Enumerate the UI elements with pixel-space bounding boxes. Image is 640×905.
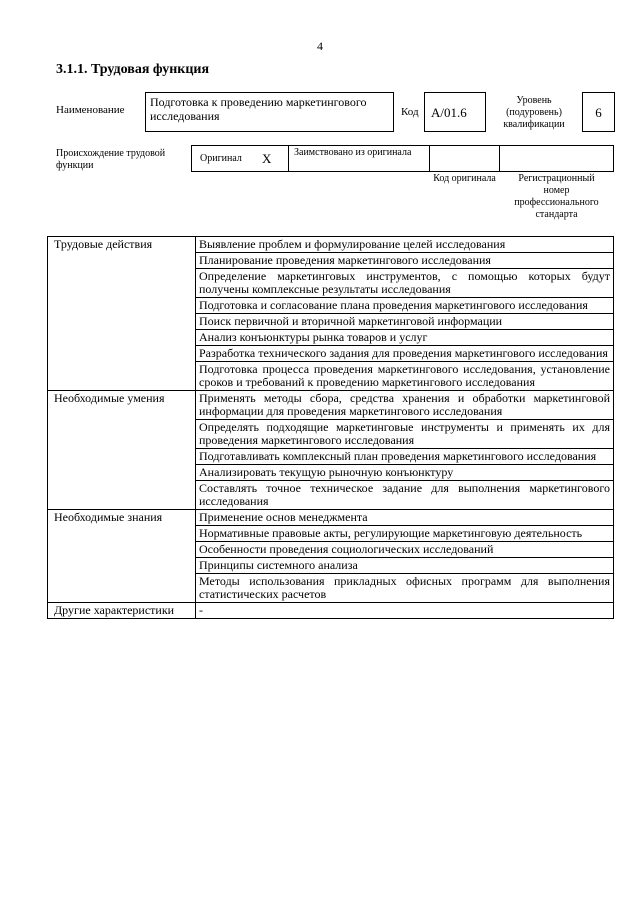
list-item: Подготовка и согласование плана проведения маркетингового исследования [196, 298, 614, 314]
list-item: Поиск первичной и вторичной маркетинговой информации [196, 314, 614, 330]
name-label: Наименование [56, 104, 125, 116]
table-row [48, 510, 614, 526]
page-number: 4 [317, 39, 323, 53]
list-item: Применять методы сбора, средства хранения и обработки маркетинговой информации для проведения маркетингового исследования [196, 391, 614, 420]
level-label: Уровень (подуровень) квалификации [503, 95, 565, 130]
list-item: Принципы системного анализа [196, 558, 614, 574]
list-item: Выявление проблем и формулирование целей исследования [196, 237, 614, 253]
table-row [48, 391, 614, 420]
original-label: Оригинал [200, 153, 242, 164]
list-item: Нормативные правовые акты, регулирующие маркетинговую деятельность [196, 526, 614, 542]
category-label: Трудовые действия [48, 237, 196, 391]
original-mark: X [262, 151, 272, 166]
category-label: Другие характеристики [48, 603, 196, 619]
table-row [48, 603, 614, 619]
reg-number-caption: Регистрационный номер профессионального стандарта [514, 173, 599, 220]
function-name-value: Подготовка к проведению маркетингового исследования [145, 92, 394, 132]
list-item: Определять подходящие маркетинговые инструменты и применять их для проведения маркетингового исследования [196, 420, 614, 449]
list-item: Подготавливать комплексный план проведения маркетингового исследования [196, 449, 614, 465]
table-row [48, 237, 614, 253]
list-item: Составлять точное техническое задание для выполнения маркетингового исследования [196, 481, 614, 510]
code-label: Код [401, 106, 419, 118]
list-item: Методы использования прикладных офисных программ для выполнения статистических расчетов [196, 574, 614, 603]
borrowed-cell: Заимствовано из оригинала [288, 145, 430, 172]
level-value: 6 [582, 92, 615, 132]
section-title: 3.1.1. Трудовая функция [56, 62, 210, 77]
original-code-cell [429, 145, 500, 172]
list-item: - [196, 603, 614, 619]
original-cell [191, 145, 289, 172]
original-code-caption: Код оригинала [433, 173, 496, 184]
requirements-table [47, 236, 614, 619]
list-item: Применение основ менеджмента [196, 510, 614, 526]
list-item: Анализировать текущую рыночную конъюнктуру [196, 465, 614, 481]
list-item: Анализ конъюнктуры рынка товаров и услуг [196, 330, 614, 346]
list-item: Разработка технического задания для проведения маркетингового исследования [196, 346, 614, 362]
origin-label: Происхождение трудовой функции [56, 148, 166, 171]
list-item: Планирование проведения маркетингового исследования [196, 253, 614, 269]
category-label: Необходимые знания [48, 510, 196, 603]
list-item: Определение маркетинговых инструментов, с помощью которых будут получены комплексные результаты исследования [196, 269, 614, 298]
list-item: Подготовка процесса проведения маркетингового исследования, установление сроков и требований к проведению маркетингового исследования [196, 362, 614, 391]
reg-number-cell [499, 145, 614, 172]
category-label: Необходимые умения [48, 391, 196, 510]
code-value: A/01.6 [424, 92, 486, 132]
list-item: Особенности проведения социологических исследований [196, 542, 614, 558]
